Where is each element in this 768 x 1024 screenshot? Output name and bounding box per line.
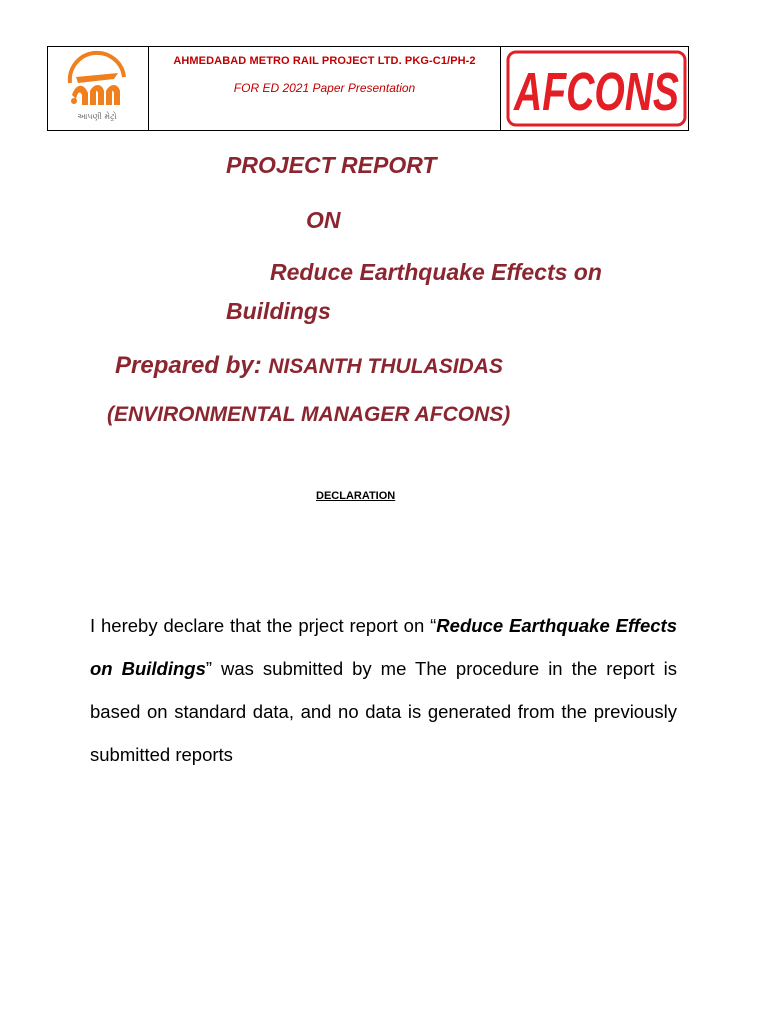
afcons-logo-cell [501, 47, 688, 130]
prepared-by-label: Prepared by: [115, 352, 269, 379]
report-title-line1: PROJECT REPORT [226, 152, 437, 178]
declaration-text-after: ” was submitted by me The procedure in the report is based on standard data, and no data is generated from the previously submitted reports [90, 658, 677, 765]
metro-logo-caption: આપણી મેટ્રો [77, 112, 117, 121]
author-name: NISANTH THULASIDAS [268, 355, 503, 378]
report-title-line4: Buildings [226, 298, 331, 324]
header-table [47, 46, 689, 131]
header-title-cell [149, 47, 501, 130]
afcons-logo [506, 50, 687, 127]
declaration-text-before: I hereby declare that the prject report on “ [90, 615, 437, 636]
author-role: (ENVIRONMENTAL MANAGER AFCONS) [107, 403, 511, 426]
report-title-line3: Reduce Earthquake Effects on [270, 259, 602, 285]
declaration-heading: DECLARATION [316, 490, 396, 502]
ahmedabad-metro-logo [62, 53, 132, 123]
report-title-line2: ON [306, 207, 341, 233]
metro-logo-cell [48, 47, 149, 130]
afcons-logo-text: AFCONS [512, 62, 679, 122]
header-subtitle: FOR ED 2021 Paper Presentation [233, 81, 416, 95]
prepared-by [115, 352, 503, 380]
declaration-paragraph [90, 604, 677, 776]
declaration-emphasis: Reduce Earthquake Effects on Buildings [90, 615, 677, 679]
header-project-name: AHMEDABAD METRO RAIL PROJECT LTD. PKG-C1/PH-2 [173, 55, 476, 67]
